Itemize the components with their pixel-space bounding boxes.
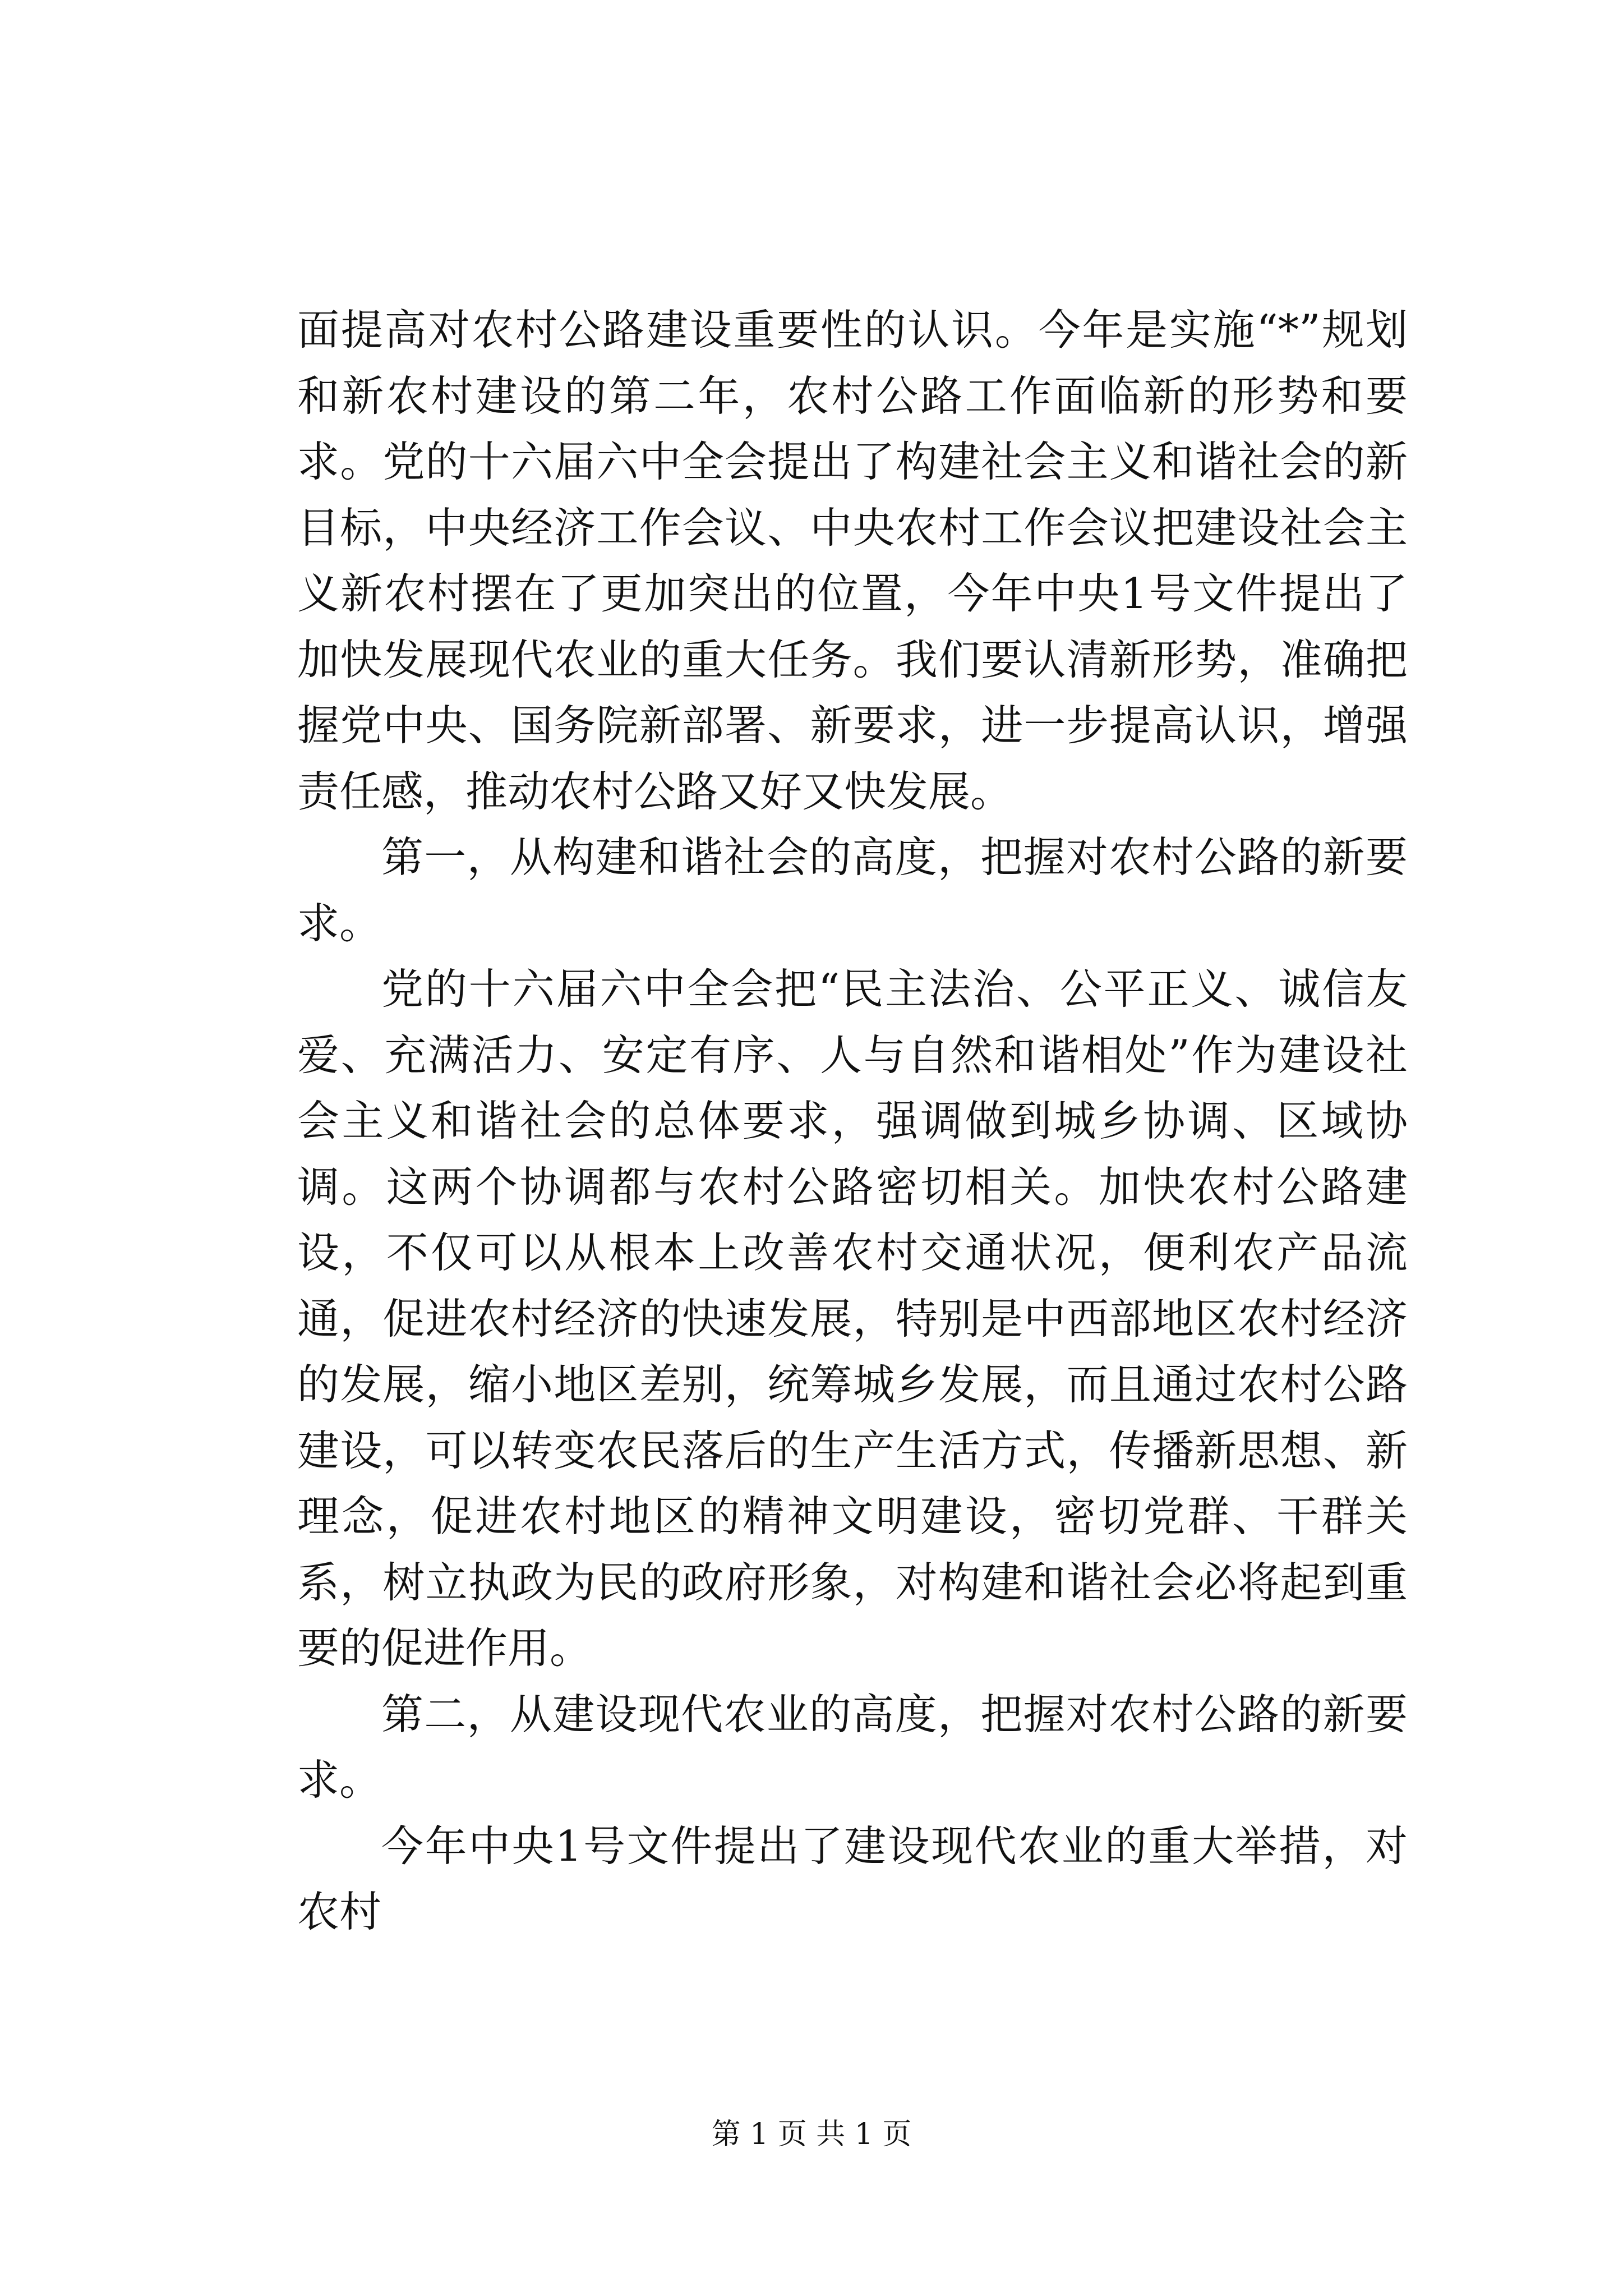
paragraph-harmonious-society: 党的十六届六中全会把“民主法治、公平正义、诚信友爱、充满活力、安定有序、人与自然和谐相处”作为建设社会主义和谐社会的总体要求，强调做到城乡协调、区域协调。这两个协调都与农村公路密切相关。加快农村公路建设，不仅可以从根本上改善农村交通状况，便利农产品流通，促进农村经济的快速发展，特别是中西部地区农村经济的发展，缩小地区差别，统筹城乡发展，而且通过农村公路建设，可以转变农民落后的生产生活方式，传播新思想、新理念，促进农村地区的精神文明建设，密切党群、干群关系，树立执政为民的政府形象，对构建和谐社会必将起到重要的促进作用。 <box>297 964 1408 1673</box>
paragraph-continuation: 面提高对农村公路建设重要性的认识。今年是实施“*”规划和新农村建设的第二年，农村公路工作面临新的形势和要求。党的十六届六中全会提出了构建社会主义和谐社会的新目标，中央经济工作会议、中央农村工作会议把建设社会主义新农村摆在了更加突出的位置，今年中央1号文件提出了加快发展现代农业的重大任务。我们要认清新形势，准确把握党中央、国务院新部署、新要求，进一步提高认识，增强责任感，推动农村公路又好又快发展。 <box>297 305 1408 816</box>
document-body <box>297 297 1408 1945</box>
paragraph-heading-first: 第一，从构建和谐社会的高度，把握对农村公路的新要求。 <box>297 832 1408 948</box>
paragraph-modern-agriculture: 今年中央1号文件提出了建设现代农业的重大举措，对农村 <box>297 1821 1408 1936</box>
paragraph-heading-second: 第二，从建设现代农业的高度，把握对农村公路的新要求。 <box>297 1689 1408 1805</box>
page-number-footer: 第 1 页 共 1 页 <box>711 2118 912 2151</box>
